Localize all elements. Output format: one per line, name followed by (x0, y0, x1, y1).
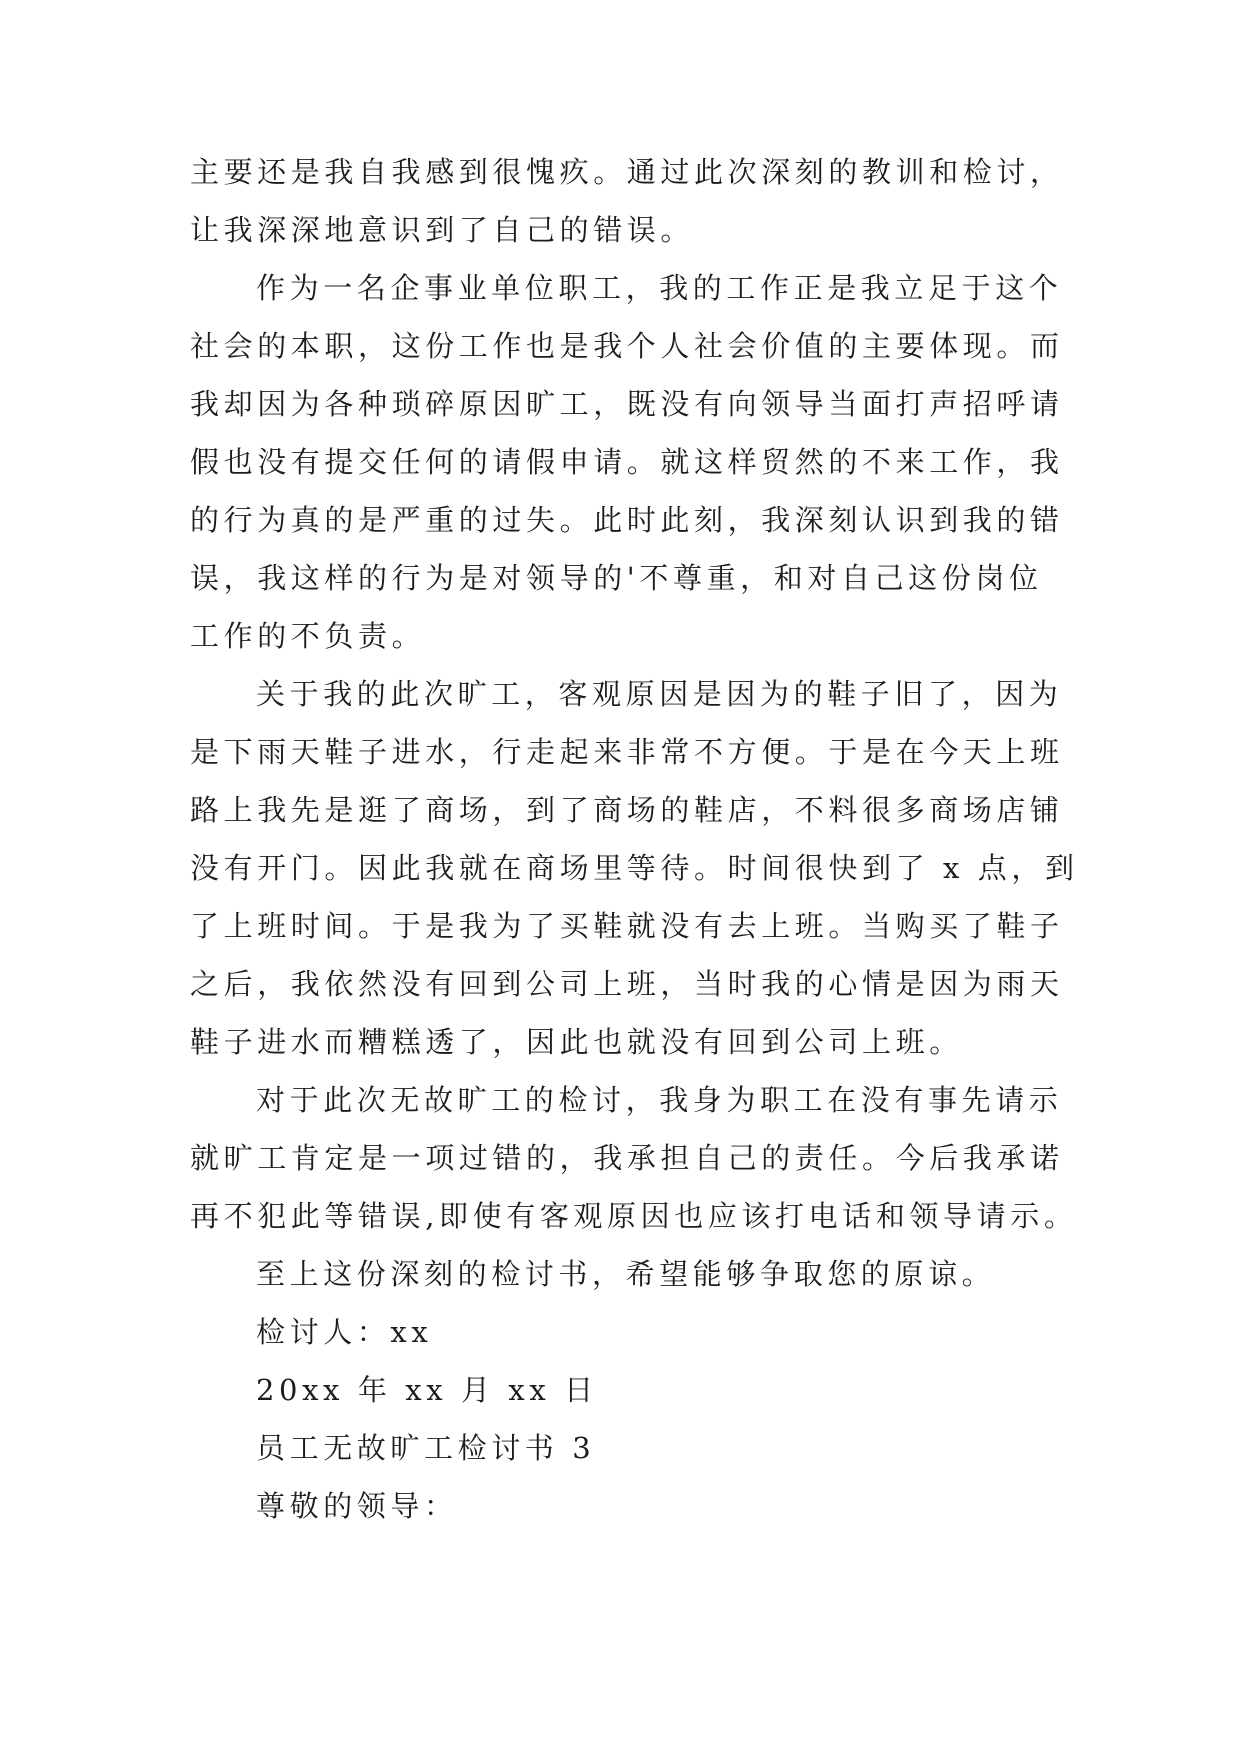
paragraph-line: 了上班时间。于是我为了买鞋就没有去上班。当购买了鞋子 (190, 909, 1064, 943)
paragraph-line: 让我深深地意识到了自己的错误。 (190, 213, 695, 247)
salutation-line: 尊敬的领导： (256, 1489, 458, 1523)
paragraph-line: 之后，我依然没有回到公司上班，当时我的心情是因为雨天 (190, 967, 1064, 1001)
signature-line: 检讨人：xx (256, 1315, 433, 1349)
paragraph-line: 鞋子进水而糟糕透了，因此也就没有回到公司上班。 (190, 1025, 963, 1059)
section-heading: 员工无故旷工检讨书 3 (256, 1431, 596, 1465)
paragraph-line: 关于我的此次旷工，客观原因是因为的鞋子旧了，因为 (256, 677, 1063, 711)
paragraph-line: 工作的不负责。 (190, 619, 426, 653)
paragraph-line: 没有开门。因此我就在商场里等待。时间很快到了 x 点，到 (190, 851, 1079, 885)
paragraph-line: 是下雨天鞋子进水，行走起来非常不方便。于是在今天上班 (190, 735, 1064, 769)
paragraph-line: 假也没有提交任何的请假申请。就这样贸然的不来工作，我 (190, 445, 1064, 479)
date-line: 20xx 年 xx 月 xx 日 (256, 1373, 598, 1407)
paragraph-line: 我却因为各种琐碎原因旷工，既没有向领导当面打声招呼请 (190, 387, 1064, 421)
paragraph-line: 误，我这样的行为是对领导的'不尊重，和对自己这份岗位 (190, 561, 1043, 595)
paragraph-line: 社会的本职，这份工作也是我个人社会价值的主要体现。而 (190, 329, 1064, 363)
paragraph-line: 对于此次无故旷工的检讨，我身为职工在没有事先请示 (256, 1083, 1063, 1117)
paragraph-line: 路上我先是逛了商场，到了商场的鞋店，不料很多商场店铺 (190, 793, 1064, 827)
paragraph-line: 的行为真的是严重的过失。此时此刻，我深刻认识到我的错 (190, 503, 1064, 537)
paragraph-line: 主要还是我自我感到很愧疚。通过此次深刻的教训和检讨， (190, 155, 1064, 189)
paragraph-line: 就旷工肯定是一项过错的，我承担自己的责任。今后我承诺 (190, 1141, 1064, 1175)
paragraph-line: 作为一名企事业单位职工，我的工作正是我立足于这个 (256, 271, 1063, 305)
paragraph-line: 再不犯此等错误,即使有客观原因也应该打电话和领导请示。 (190, 1199, 1078, 1233)
closing-line: 至上这份深刻的检讨书，希望能够争取您的原谅。 (256, 1257, 996, 1291)
